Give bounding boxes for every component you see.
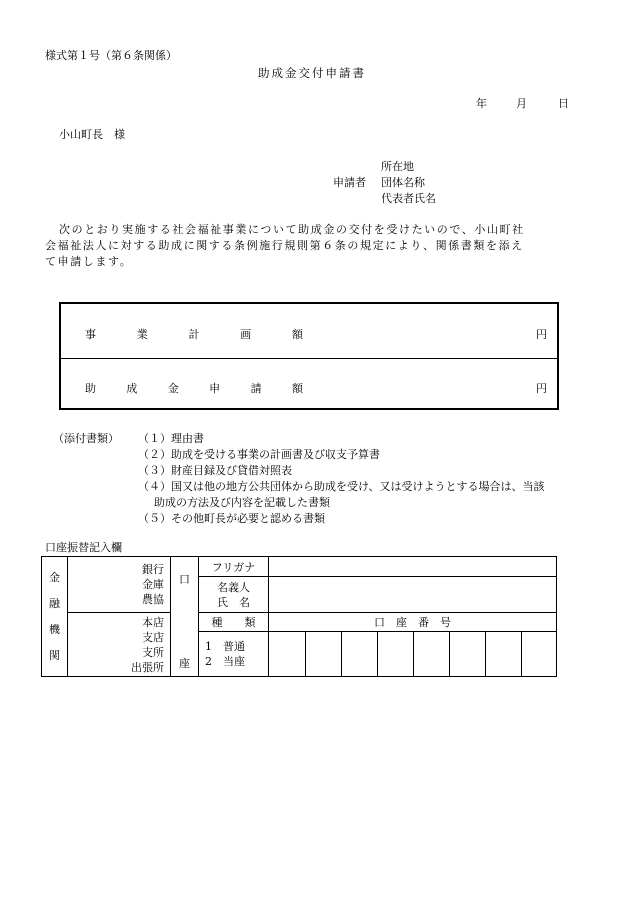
attachment-item: （５）その他町長が必要と認める書類 [138, 512, 325, 525]
account-number-digit[interactable] [450, 631, 486, 677]
form-number: 様式第１号（第６条関係） [45, 49, 177, 62]
account-number-digit[interactable] [378, 631, 414, 677]
account-number-digit[interactable] [414, 631, 450, 677]
date-year: 年 [476, 97, 487, 110]
body-line-3: て申請します。 [45, 255, 133, 268]
financial-institution-label: 金 融 機 関 [42, 557, 68, 677]
amounts-box [59, 302, 559, 410]
grant-char: 助 [85, 382, 96, 395]
account-number-digit[interactable] [306, 631, 342, 677]
furigana-label: フリガナ [199, 557, 269, 577]
grant-char: 申 [209, 382, 221, 395]
grant-amount-label [85, 380, 303, 396]
planned-char: 画 [240, 328, 252, 341]
furigana-field[interactable] [269, 557, 557, 577]
bank-name-cell[interactable]: 銀行 金庫 農協 [68, 557, 171, 613]
attachment-item-continued: 助成の方法及び内容を記載した書類 [154, 496, 330, 509]
date-day: 日 [558, 97, 569, 110]
planned-char: 額 [292, 328, 303, 341]
attachment-item: （２）助成を受ける事業の計画書及び収支予算書 [138, 448, 380, 461]
planned-char: 業 [136, 328, 148, 341]
body-line-2: 会福祉法人に対する助成に関する条例施行規則第６条の規定により、関係書類を添え [45, 239, 524, 252]
account-number-digit[interactable] [269, 631, 306, 677]
account-holder-label: 名義人 氏 名 [199, 577, 269, 613]
account-number-digit[interactable] [522, 631, 557, 677]
account-type-label: 種 類 [199, 613, 269, 632]
account-number-digit[interactable] [486, 631, 522, 677]
grant-char: 成 [126, 382, 138, 395]
bank-transfer-table [41, 556, 557, 677]
body-line-1: 次のとおり実施する社会福祉事業について助成金の交付を受けたいので、小山町社 [59, 223, 525, 236]
attachment-item: （３）財産目録及び貸借対照表 [138, 464, 292, 477]
grant-char: 金 [167, 382, 179, 395]
grant-amount-unit: 円 [536, 382, 547, 395]
amounts-divider [61, 358, 557, 359]
addressee: 小山町長 様 [59, 128, 125, 141]
attachment-item: （４）国又は他の地方公共団体から助成を受け、又は受けようとする場合は、当該 [138, 480, 545, 493]
account-number-digit[interactable] [342, 631, 378, 677]
account-type-options[interactable]: 1 普通 2 当座 [199, 631, 269, 677]
account-label: 口 座 [171, 557, 199, 677]
account-number-label: 口 座 番 号 [269, 613, 557, 632]
account-holder-field[interactable] [269, 577, 557, 613]
planned-char: 計 [188, 328, 200, 341]
applicant-rep-label: 代表者氏名 [381, 192, 436, 205]
grant-char: 額 [291, 382, 303, 395]
document-title: 助成金交付申請書 [258, 66, 366, 80]
bank-section-title: 口座振替記入欄 [45, 541, 122, 554]
applicant-label: 申請者 [333, 176, 366, 189]
date-month: 月 [516, 97, 527, 110]
attachment-item: （１）理由書 [138, 432, 204, 445]
planned-char: 事 [85, 328, 96, 341]
applicant-address-label: 所在地 [381, 160, 414, 173]
branch-name-cell[interactable]: 本店 支店 支所 出張所 [68, 613, 171, 677]
attachments-label: （添付書類） [53, 432, 119, 445]
planned-amount-unit: 円 [536, 328, 547, 341]
planned-amount-label [85, 326, 303, 342]
grant-char: 請 [250, 382, 262, 395]
applicant-org-label: 団体名称 [381, 176, 425, 189]
